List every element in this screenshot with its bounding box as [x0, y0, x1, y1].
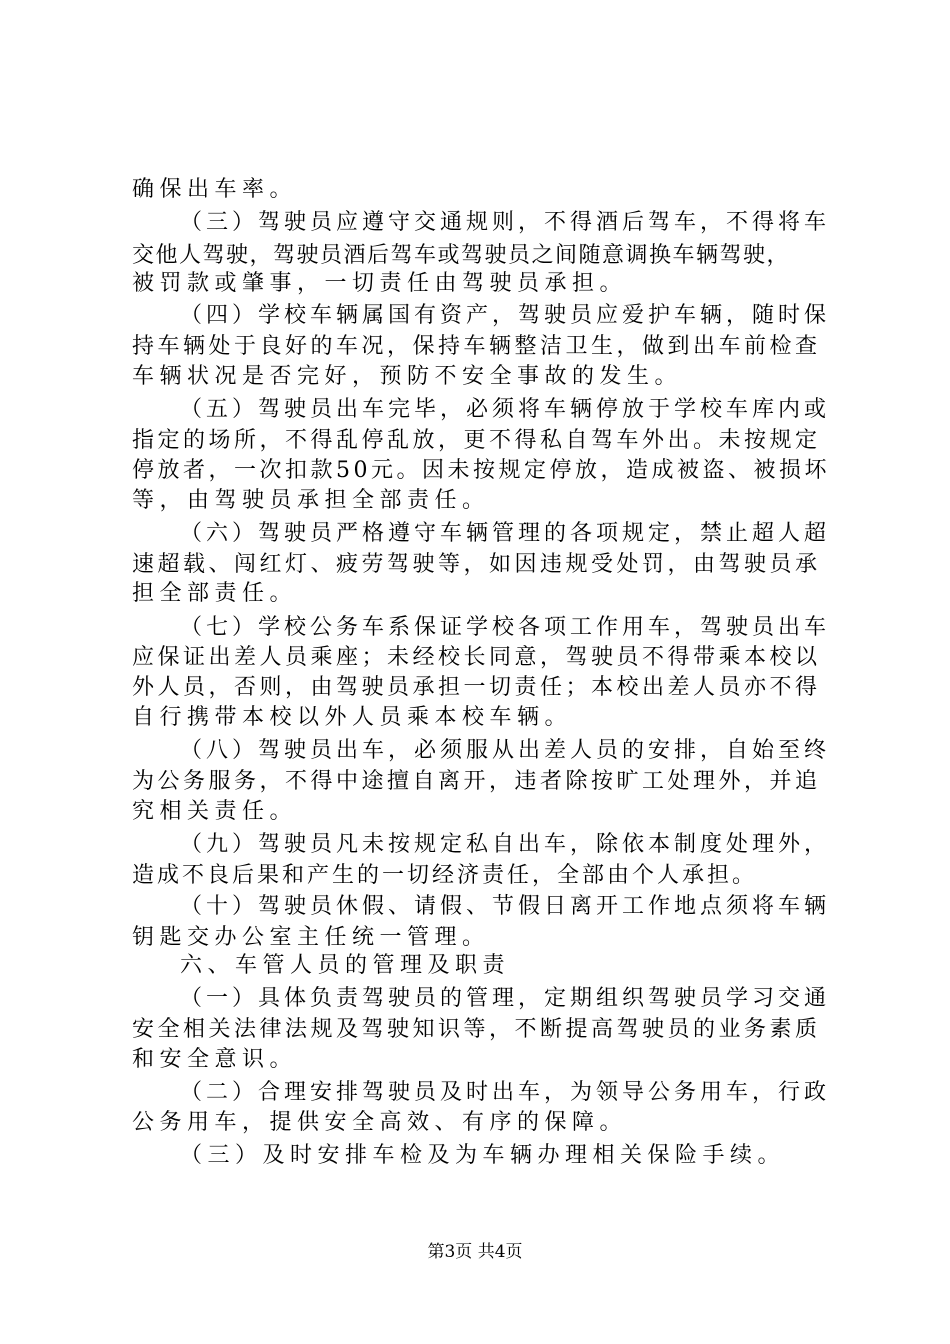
body-line: 停放者，一次扣款50元。因未按规定停放，造成被盗、被损坏	[132, 458, 830, 483]
body-line: （十）驾驶员休假、请假、节假日离开工作地点须将车辆	[180, 894, 831, 919]
body-line: 交他人驾驶，驾驶员酒后驾车或驾驶员之间随意调换车辆驾驶，	[132, 243, 791, 268]
body-line: 车辆状况是否完好，预防不安全事故的发生。	[132, 364, 683, 389]
body-line: （四）学校车辆属国有资产，驾驶员应爱护车辆，随时保	[180, 303, 831, 328]
body-line: 等，由驾驶员承担全部责任。	[132, 488, 490, 513]
body-line: 速超载、闯红灯、疲劳驾驶等，如因违规受处罚，由驾驶员承	[132, 552, 821, 577]
body-line: 公务用车，提供安全高效、有序的保障。	[132, 1110, 628, 1135]
body-line: （七）学校公务车系保证学校各项工作用车，驾驶员出车	[180, 615, 831, 640]
body-line: 确保出车率。	[132, 177, 298, 202]
body-line: （五）驾驶员出车完毕，必须将车辆停放于学校车库内或	[180, 397, 831, 422]
body-line: （三）驾驶员应遵守交通规则，不得酒后驾车，不得将车	[180, 210, 831, 235]
body-line: （九）驾驶员凡未按规定私自出车，除依本制度处理外，	[180, 832, 831, 857]
body-line: （二）合理安排驾驶员及时出车，为领导公务用车，行政	[180, 1080, 831, 1105]
body-line: （三）及时安排车检及为车辆办理相关保险手续。	[180, 1143, 786, 1168]
body-line: 外人员，否则，由驾驶员承担一切责任；本校出差人员亦不得	[132, 675, 821, 700]
body-line: 自行携带本校以外人员乘本校车辆。	[132, 705, 573, 730]
body-line: 为公务服务，不得中途擅自离开，违者除按旷工处理外，并追	[132, 769, 821, 794]
body-line: （一）具体负责驾驶员的管理，定期组织驾驶员学习交通	[180, 986, 831, 1011]
body-line: 安全相关法律法规及驾驶知识等，不断提高驾驶员的业务素质	[132, 1017, 821, 1042]
body-line: 被罚款或肇事，一切责任由驾驶员承担。	[132, 271, 628, 296]
body-line: 究相关责任。	[132, 799, 298, 824]
body-line: 应保证出差人员乘座；未经校长同意，驾驶员不得带乘本校以	[132, 645, 821, 670]
body-line: 造成不良后果和产生的一切经济责任，全部由个人承担。	[132, 863, 758, 888]
page-footer: 第3页 共4页	[427, 1242, 523, 1262]
body-line: 担全部责任。	[132, 581, 298, 606]
body-line: 指定的场所，不得乱停乱放，更不得私自驾车外出。未按规定	[132, 428, 821, 453]
section-heading: 六、车管人员的管理及职责	[180, 953, 511, 978]
body-line: （八）驾驶员出车，必须服从出差人员的安排，自始至终	[180, 738, 831, 763]
body-line: （六）驾驶员严格遵守车辆管理的各项规定，禁止超人超	[180, 521, 831, 546]
body-line: 钥匙交办公室主任统一管理。	[132, 925, 490, 950]
body-line: 和安全意识。	[132, 1047, 298, 1072]
body-line: 持车辆处于良好的车况，保持车辆整洁卫生，做到出车前检查	[132, 334, 821, 359]
